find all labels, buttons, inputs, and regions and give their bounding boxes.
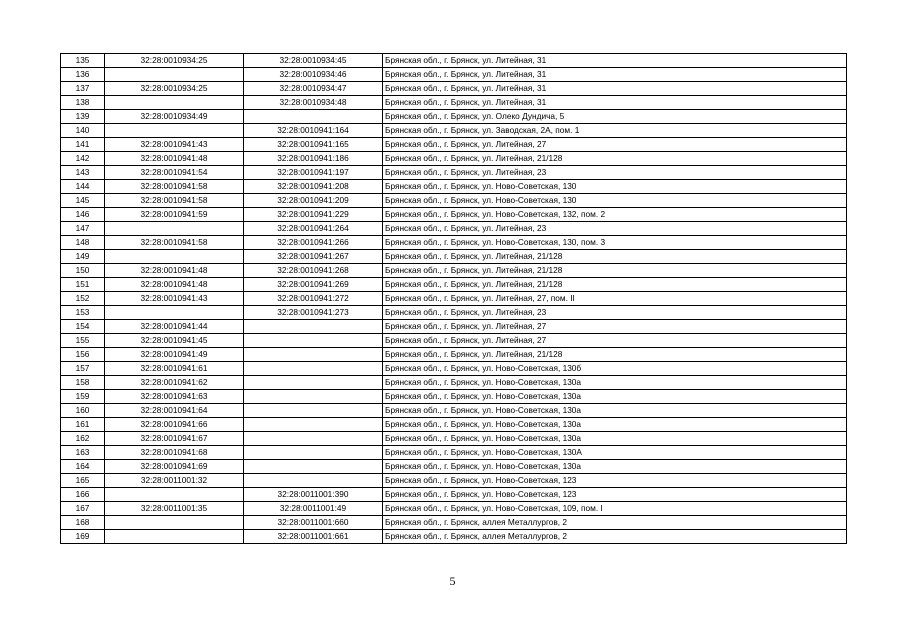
row-number-cell: 168 [61,516,105,530]
parcel-cadastral-cell: 32:28:0010941:43 [105,292,244,306]
parcel-cadastral-cell: 32:28:0010941:61 [105,362,244,376]
parcel-cadastral-cell: 32:28:0010941:67 [105,432,244,446]
address-cell: Брянская обл., г. Брянск, ул. Олеко Дундича, 5 [383,110,847,124]
table-row [61,208,847,222]
parcel-cadastral-cell: 32:28:0010941:68 [105,446,244,460]
address-cell: Брянская обл., г. Брянск, ул. Ново-Советская, 130а [383,418,847,432]
row-number-cell: 136 [61,68,105,82]
address-cell: Брянская обл., г. Брянск, ул. Литейная, 27 [383,320,847,334]
row-number-cell: 155 [61,334,105,348]
table-row [61,250,847,264]
table-row [61,152,847,166]
object-cadastral-cell: 32:28:0011001:390 [244,488,383,502]
row-number-cell: 164 [61,460,105,474]
table-row [61,502,847,516]
row-number-cell: 162 [61,432,105,446]
address-cell: Брянская обл., г. Брянск, ул. Литейная, 27, пом. II [383,292,847,306]
address-cell: Брянская обл., г. Брянск, ул. Литейная, 27 [383,138,847,152]
object-cadastral-cell: 32:28:0010934:47 [244,82,383,96]
table-row [61,390,847,404]
parcel-cadastral-cell: 32:28:0010941:54 [105,166,244,180]
parcel-cadastral-cell: 32:28:0010934:25 [105,82,244,96]
object-cadastral-cell [244,390,383,404]
object-cadastral-cell [244,474,383,488]
row-number-cell: 149 [61,250,105,264]
object-cadastral-cell: 32:28:0011001:661 [244,530,383,544]
address-cell: Брянская обл., г. Брянск, ул. Литейная, 31 [383,68,847,82]
parcel-cadastral-cell: 32:28:0010941:58 [105,236,244,250]
address-cell: Брянская обл., г. Брянск, ул. Литейная, 31 [383,82,847,96]
table-row [61,138,847,152]
parcel-cadastral-cell [105,516,244,530]
parcel-cadastral-cell [105,306,244,320]
row-number-cell: 156 [61,348,105,362]
address-cell: Брянская обл., г. Брянск, ул. Ново-Советская, 130а [383,432,847,446]
table-row [61,362,847,376]
address-cell: Брянская обл., г. Брянск, ул. Ново-Советская, 130б [383,362,847,376]
parcel-cadastral-cell [105,530,244,544]
row-number-cell: 150 [61,264,105,278]
object-cadastral-cell [244,432,383,446]
address-cell: Брянская обл., г. Брянск, ул. Литейная, 21/128 [383,264,847,278]
row-number-cell: 158 [61,376,105,390]
row-number-cell: 169 [61,530,105,544]
parcel-cadastral-cell: 32:28:0011001:32 [105,474,244,488]
table-row [61,68,847,82]
table-row [61,82,847,96]
parcel-cadastral-cell: 32:28:0010941:66 [105,418,244,432]
parcel-cadastral-cell: 32:28:0010941:64 [105,404,244,418]
address-cell: Брянская обл., г. Брянск, ул. Литейная, 23 [383,306,847,320]
table-row [61,474,847,488]
object-cadastral-cell [244,460,383,474]
table-row [61,446,847,460]
table-row [61,404,847,418]
row-number-cell: 142 [61,152,105,166]
table-row [61,166,847,180]
object-cadastral-cell [244,320,383,334]
address-cell: Брянская обл., г. Брянск, ул. Литейная, 23 [383,222,847,236]
table-row [61,124,847,138]
table-row [61,54,847,68]
address-cell: Брянская обл., г. Брянск, ул. Ново-Советская, 130а [383,376,847,390]
object-cadastral-cell [244,110,383,124]
object-cadastral-cell: 32:28:0010934:48 [244,96,383,110]
object-cadastral-cell [244,404,383,418]
object-cadastral-cell: 32:28:0010934:45 [244,54,383,68]
table-row [61,460,847,474]
table-row [61,530,847,544]
parcel-cadastral-cell [105,96,244,110]
row-number-cell: 166 [61,488,105,502]
object-cadastral-cell: 32:28:0010941:164 [244,124,383,138]
parcel-cadastral-cell: 32:28:0010941:48 [105,278,244,292]
table-row [61,180,847,194]
table-row [61,334,847,348]
object-cadastral-cell [244,418,383,432]
row-number-cell: 163 [61,446,105,460]
parcel-cadastral-cell: 32:28:0010941:48 [105,264,244,278]
table-row [61,194,847,208]
row-number-cell: 145 [61,194,105,208]
parcel-cadastral-cell [105,124,244,138]
parcel-cadastral-cell: 32:28:0010941:62 [105,376,244,390]
object-cadastral-cell: 32:28:0010941:264 [244,222,383,236]
row-number-cell: 141 [61,138,105,152]
parcel-cadastral-cell: 32:28:0011001:35 [105,502,244,516]
row-number-cell: 167 [61,502,105,516]
parcel-cadastral-cell: 32:28:0010941:69 [105,460,244,474]
parcel-cadastral-cell: 32:28:0010941:45 [105,334,244,348]
address-cell: Брянская обл., г. Брянск, ул. Ново-Советская, 123 [383,488,847,502]
parcel-cadastral-cell: 32:28:0010941:48 [105,152,244,166]
table-row [61,236,847,250]
address-cell: Брянская обл., г. Брянск, ул. Ново-Советская, 130а [383,460,847,474]
parcel-cadastral-cell: 32:28:0010934:49 [105,110,244,124]
table-row [61,488,847,502]
table-body [61,54,847,544]
parcel-cadastral-cell [105,222,244,236]
object-cadastral-cell: 32:28:0010941:209 [244,194,383,208]
row-number-cell: 147 [61,222,105,236]
address-cell: Брянская обл., г. Брянск, ул. Ново-Советская, 130а [383,390,847,404]
object-cadastral-cell [244,376,383,390]
cadastral-table [60,53,847,544]
page-number: 5 [449,574,456,588]
table-row [61,418,847,432]
row-number-cell: 160 [61,404,105,418]
parcel-cadastral-cell: 32:28:0010941:58 [105,180,244,194]
object-cadastral-cell [244,334,383,348]
address-cell: Брянская обл., г. Брянск, ул. Ново-Советская, 130А [383,446,847,460]
address-cell: Брянская обл., г. Брянск, аллея Металлургов, 2 [383,530,847,544]
row-number-cell: 146 [61,208,105,222]
address-cell: Брянская обл., г. Брянск, ул. Литейная, 23 [383,166,847,180]
object-cadastral-cell [244,348,383,362]
parcel-cadastral-cell: 32:28:0010934:25 [105,54,244,68]
address-cell: Брянская обл., г. Брянск, ул. Ново-Советская, 109, пом. I [383,502,847,516]
object-cadastral-cell: 32:28:0010941:186 [244,152,383,166]
object-cadastral-cell [244,362,383,376]
object-cadastral-cell: 32:28:0010941:267 [244,250,383,264]
table-row [61,432,847,446]
address-cell: Брянская обл., г. Брянск, ул. Литейная, 21/128 [383,152,847,166]
address-cell: Брянская обл., г. Брянск, ул. Литейная, 31 [383,96,847,110]
object-cadastral-cell: 32:28:0010941:208 [244,180,383,194]
table-row [61,110,847,124]
row-number-cell: 143 [61,166,105,180]
row-number-cell: 154 [61,320,105,334]
object-cadastral-cell [244,446,383,460]
row-number-cell: 140 [61,124,105,138]
parcel-cadastral-cell: 32:28:0010941:59 [105,208,244,222]
row-number-cell: 144 [61,180,105,194]
address-cell: Брянская обл., г. Брянск, ул. Ново-Советская, 132, пом. 2 [383,208,847,222]
address-cell: Брянская обл., г. Брянск, ул. Ново-Советская, 123 [383,474,847,488]
object-cadastral-cell: 32:28:0010941:273 [244,306,383,320]
object-cadastral-cell: 32:28:0010934:46 [244,68,383,82]
object-cadastral-cell: 32:28:0010941:197 [244,166,383,180]
row-number-cell: 151 [61,278,105,292]
address-cell: Брянская обл., г. Брянск, ул. Ново-Советская, 130а [383,404,847,418]
table-row [61,292,847,306]
table-row [61,96,847,110]
parcel-cadastral-cell [105,488,244,502]
address-cell: Брянская обл., г. Брянск, аллея Металлургов, 2 [383,516,847,530]
address-cell: Брянская обл., г. Брянск, ул. Ново-Советская, 130 [383,194,847,208]
parcel-cadastral-cell [105,250,244,264]
table-row [61,376,847,390]
parcel-cadastral-cell [105,68,244,82]
object-cadastral-cell: 32:28:0010941:272 [244,292,383,306]
row-number-cell: 139 [61,110,105,124]
object-cadastral-cell: 32:28:0010941:266 [244,236,383,250]
row-number-cell: 153 [61,306,105,320]
row-number-cell: 157 [61,362,105,376]
table-row [61,264,847,278]
row-number-cell: 137 [61,82,105,96]
address-cell: Брянская обл., г. Брянск, ул. Литейная, 21/128 [383,278,847,292]
row-number-cell: 165 [61,474,105,488]
object-cadastral-cell: 32:28:0011001:49 [244,502,383,516]
row-number-cell: 148 [61,236,105,250]
address-cell: Брянская обл., г. Брянск, ул. Заводская, 2А, пом. 1 [383,124,847,138]
row-number-cell: 135 [61,54,105,68]
row-number-cell: 138 [61,96,105,110]
parcel-cadastral-cell: 32:28:0010941:58 [105,194,244,208]
parcel-cadastral-cell: 32:28:0010941:63 [105,390,244,404]
table-row [61,306,847,320]
object-cadastral-cell: 32:28:0010941:165 [244,138,383,152]
table-row [61,278,847,292]
table-row [61,516,847,530]
table-row [61,320,847,334]
object-cadastral-cell: 32:28:0010941:268 [244,264,383,278]
address-cell: Брянская обл., г. Брянск, ул. Литейная, 21/128 [383,250,847,264]
row-number-cell: 159 [61,390,105,404]
parcel-cadastral-cell: 32:28:0010941:44 [105,320,244,334]
row-number-cell: 152 [61,292,105,306]
object-cadastral-cell: 32:28:0010941:229 [244,208,383,222]
address-cell: Брянская обл., г. Брянск, ул. Литейная, 27 [383,334,847,348]
address-cell: Брянская обл., г. Брянск, ул. Литейная, 31 [383,54,847,68]
address-cell: Брянская обл., г. Брянск, ул. Ново-Советская, 130, пом. 3 [383,236,847,250]
parcel-cadastral-cell: 32:28:0010941:49 [105,348,244,362]
address-cell: Брянская обл., г. Брянск, ул. Литейная, 21/128 [383,348,847,362]
object-cadastral-cell: 32:28:0011001:660 [244,516,383,530]
address-cell: Брянская обл., г. Брянск, ул. Ново-Советская, 130 [383,180,847,194]
object-cadastral-cell: 32:28:0010941:269 [244,278,383,292]
table-row [61,348,847,362]
row-number-cell: 161 [61,418,105,432]
table-row [61,222,847,236]
parcel-cadastral-cell: 32:28:0010941:43 [105,138,244,152]
